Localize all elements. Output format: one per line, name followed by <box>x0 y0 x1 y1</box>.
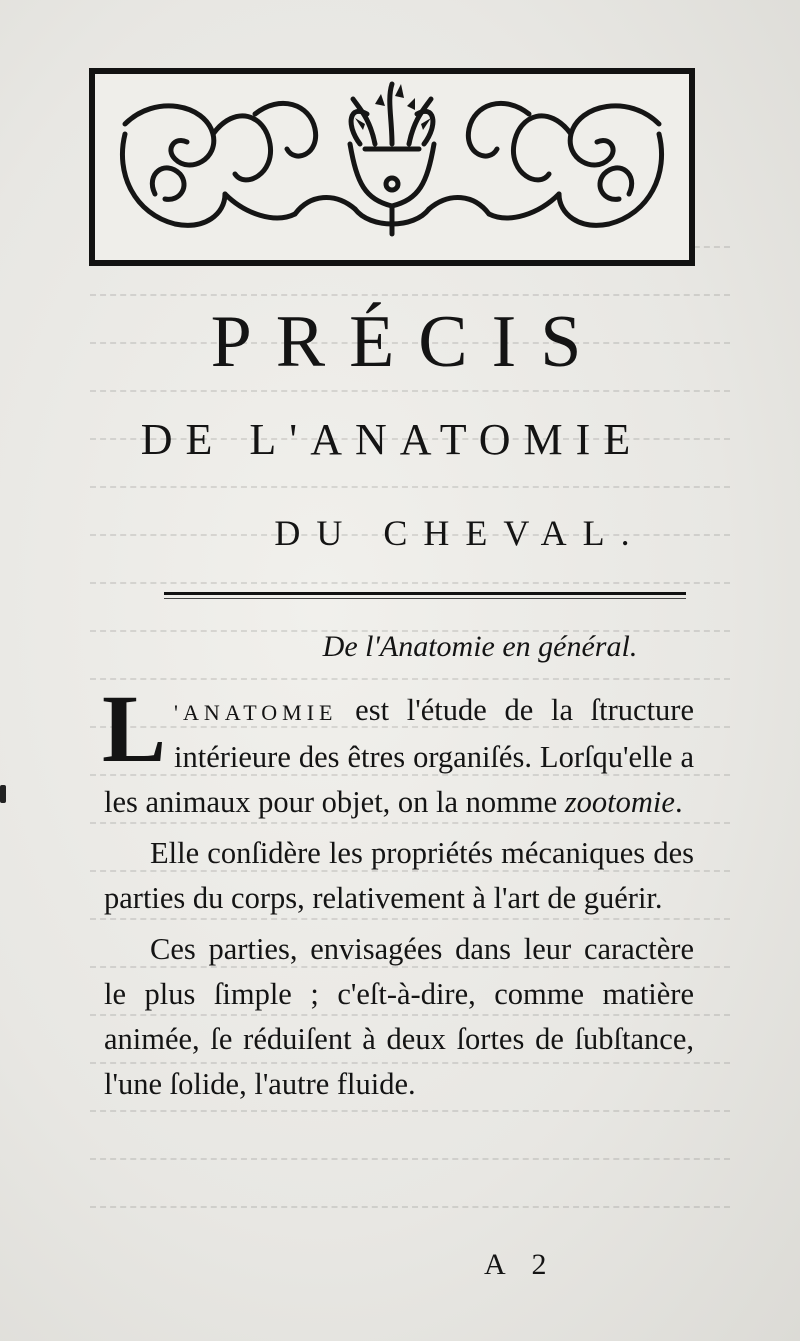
paragraph-2: Elle conſidère les propriétés mécaniques des parties du corps, relativement à l'art de guérir. <box>104 836 694 915</box>
headpiece-ornament <box>89 68 695 266</box>
paragraph-1-end: . <box>674 785 683 819</box>
body-text <box>102 675 694 1107</box>
title-rule <box>164 592 686 595</box>
ink-speck <box>0 785 6 803</box>
lead-caps: 'ANATOMIE <box>174 700 338 725</box>
italic-term: zootomie <box>564 785 675 819</box>
scroll-ornament-icon <box>95 74 689 260</box>
page-signature: A 2 <box>484 1248 557 1281</box>
paragraph-1 <box>102 675 694 825</box>
title-main: PRÉCIS <box>210 301 606 383</box>
paragraph-1-text: est l'étude de la ſtructure intérieure des êtres organiſés. Lorſqu'elle a les animaux pour objet, on la nomme <box>104 693 694 819</box>
paragraph-3: Ces parties, envisagées dans leur caractère le plus ſimple ; c'eſt-à-dire, comme matière animée, ſe réduiſent à deux ſortes de ſubſtance, l'une ſolide, l'autre fluide. <box>104 932 694 1101</box>
title-subtitle-2: DU CHEVAL. <box>274 513 646 553</box>
title-rule-thin <box>164 598 686 599</box>
title-subtitle: DE L'ANATOMIE <box>140 415 644 464</box>
drop-cap: L <box>102 675 167 782</box>
section-heading: De l'Anatomie en général. <box>322 630 638 663</box>
